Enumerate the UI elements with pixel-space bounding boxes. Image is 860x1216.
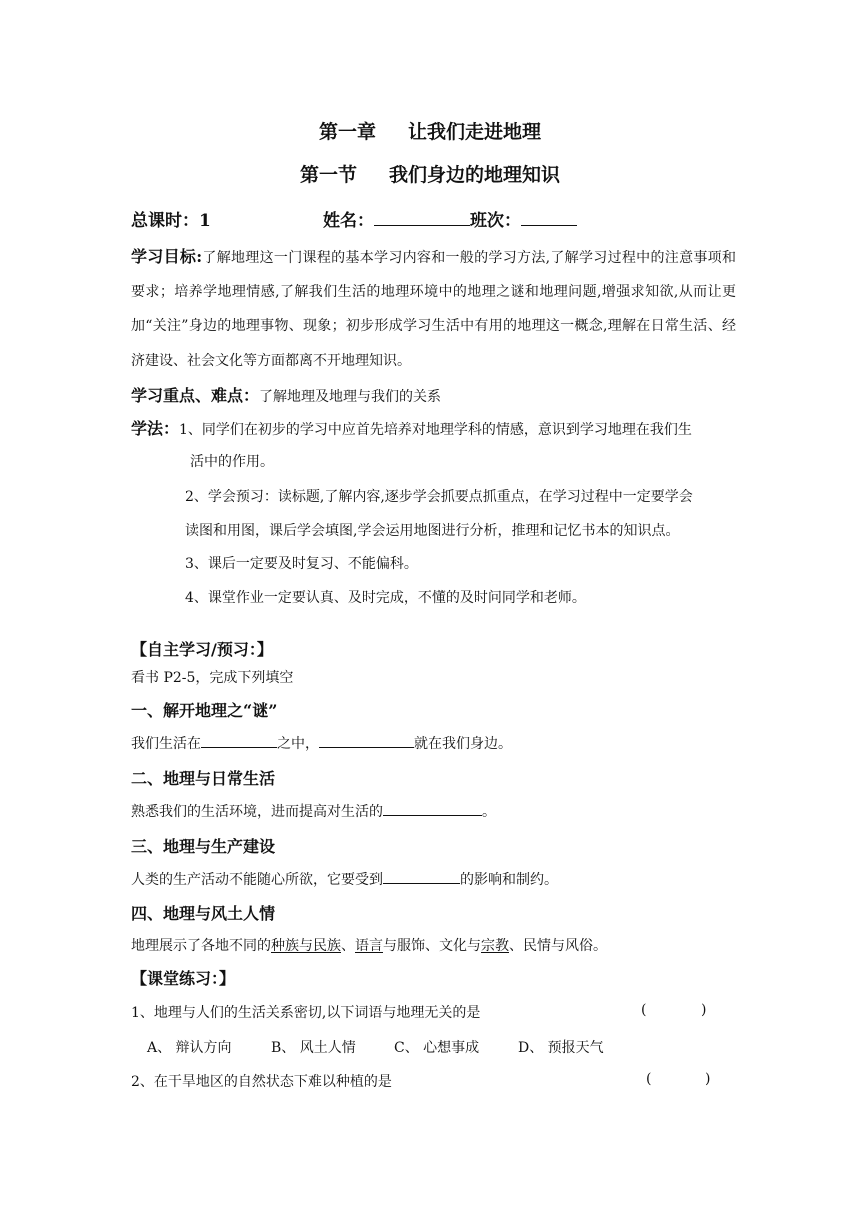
section-3-fill: [131, 869, 558, 889]
method-2-line1: 2、学会预习：读标题,了解内容,逐步学会抓要点抓重点，在学习过程中一定要学会: [185, 489, 693, 505]
fill-blank-2[interactable]: [319, 733, 414, 748]
key-points: [131, 383, 441, 406]
method-1-line2: 活中的作用。: [190, 454, 274, 470]
section-2-fill: [131, 801, 496, 821]
method-3: 3、课后一定要及时复习、不能偏科。: [185, 556, 418, 572]
fill-blank-1[interactable]: [201, 733, 277, 748]
fill-text: 之中，: [277, 736, 319, 752]
answer-paren-open-1: (: [641, 1002, 647, 1018]
section-2-heading: 二、地理与日常生活: [131, 769, 276, 788]
section-number: 第一节: [299, 164, 357, 186]
chapter-name: 让我们走进地理: [408, 121, 542, 143]
practice-heading: 【课堂练习：】: [131, 969, 236, 988]
fill-text: 人类的生产活动不能随心所欲，它要受到: [131, 872, 383, 888]
option-c: C、 心想事成: [394, 1040, 480, 1056]
section-3-heading: 三、地理与生产建设: [131, 837, 276, 856]
fill-text: 熟悉我们的生活环境，进而提高对生活的: [131, 804, 383, 820]
fill-text: 的影响和制约。: [460, 872, 558, 888]
fill-text: 。: [482, 804, 496, 820]
section-1-heading: 一、解开地理之“谜”: [131, 701, 278, 720]
fill-blank-4[interactable]: [383, 869, 460, 884]
section-title: [0, 160, 860, 187]
methods-label: 学法：: [131, 419, 180, 438]
key-points-text: 了解地理及地理与我们的关系: [259, 389, 442, 405]
fill-text: 我们生活在: [131, 736, 201, 752]
method-1-line1: 1、同学们在初步的学习中应首先培养对地理学科的情感，意识到学习地理在我们生: [179, 422, 692, 438]
plain-text: 、: [341, 938, 355, 954]
answer-paren-close-1: ): [701, 1002, 707, 1018]
total-hours: 总课时：1: [131, 211, 211, 231]
plain-text: 地理展示了各地不同的: [131, 938, 271, 954]
name-blank[interactable]: [374, 211, 470, 226]
objectives-text: 了解地理这一门课程的基本学习内容和一般的学习方法,了解学习过程中的注意事项和要求；培养学地理情感,了解我们生活的地理环境中的地理之谜和地理问题,增强求知欲,从而让更加“关注”身边的地理事物、现象；初步形成学习生活中有用的地理这一概念,理解在日常生活、经济建设、社会文化等方面都离不开地理知识。: [131, 250, 736, 369]
chapter-title: [0, 117, 860, 144]
section-4-heading: 四、地理与风土人情: [131, 904, 276, 923]
method-2-line2: 读图和用图，课后学会填图,学会运用地图进行分析，推理和记忆书本的知识点。: [185, 523, 680, 539]
plain-text: 与服饰、文化与: [383, 938, 481, 954]
fill-blank-3[interactable]: [383, 801, 482, 816]
name-field: [323, 206, 577, 231]
section-4-text: [131, 935, 607, 955]
preview-heading: 【自主学习/预习：】: [131, 640, 273, 659]
chapter-number: 第一章: [318, 121, 376, 143]
option-a: A、 辩认方向: [147, 1040, 232, 1056]
plain-text: 、民情与风俗。: [509, 938, 607, 954]
fill-text: 就在我们身边。: [414, 736, 512, 752]
class-blank[interactable]: [521, 211, 577, 226]
method-4: 4、课堂作业一定要认真、及时完成，不懂的及时问同学和老师。: [185, 590, 586, 606]
section-1-fill: [131, 733, 512, 753]
name-label: 姓名：: [323, 211, 374, 231]
learning-objectives: [131, 240, 736, 378]
question-2: 2、在干旱地区的自然状态下难以种植的是: [131, 1074, 392, 1090]
section-name: 我们身边的地理知识: [389, 164, 561, 186]
underlined-term: 语言: [355, 938, 383, 954]
objectives-label: 学习目标:: [131, 247, 203, 266]
answer-paren-close-2: ): [705, 1071, 711, 1087]
key-points-label: 学习重点、难点：: [131, 386, 260, 405]
option-d: D、 预报天气: [518, 1040, 604, 1056]
underlined-term: 宗教: [481, 938, 509, 954]
option-b: B、 风土人情: [271, 1040, 356, 1056]
underlined-term: 种族与民族: [271, 938, 341, 954]
preview-instruction: 看书 P2-5，完成下列填空: [131, 670, 294, 686]
method-item-1: [131, 416, 692, 439]
question-1: 1、地理与人们的生活关系密切,以下词语与地理无关的是: [131, 1005, 481, 1021]
answer-paren-open-2: (: [646, 1071, 652, 1087]
class-label: 班次：: [470, 211, 521, 231]
